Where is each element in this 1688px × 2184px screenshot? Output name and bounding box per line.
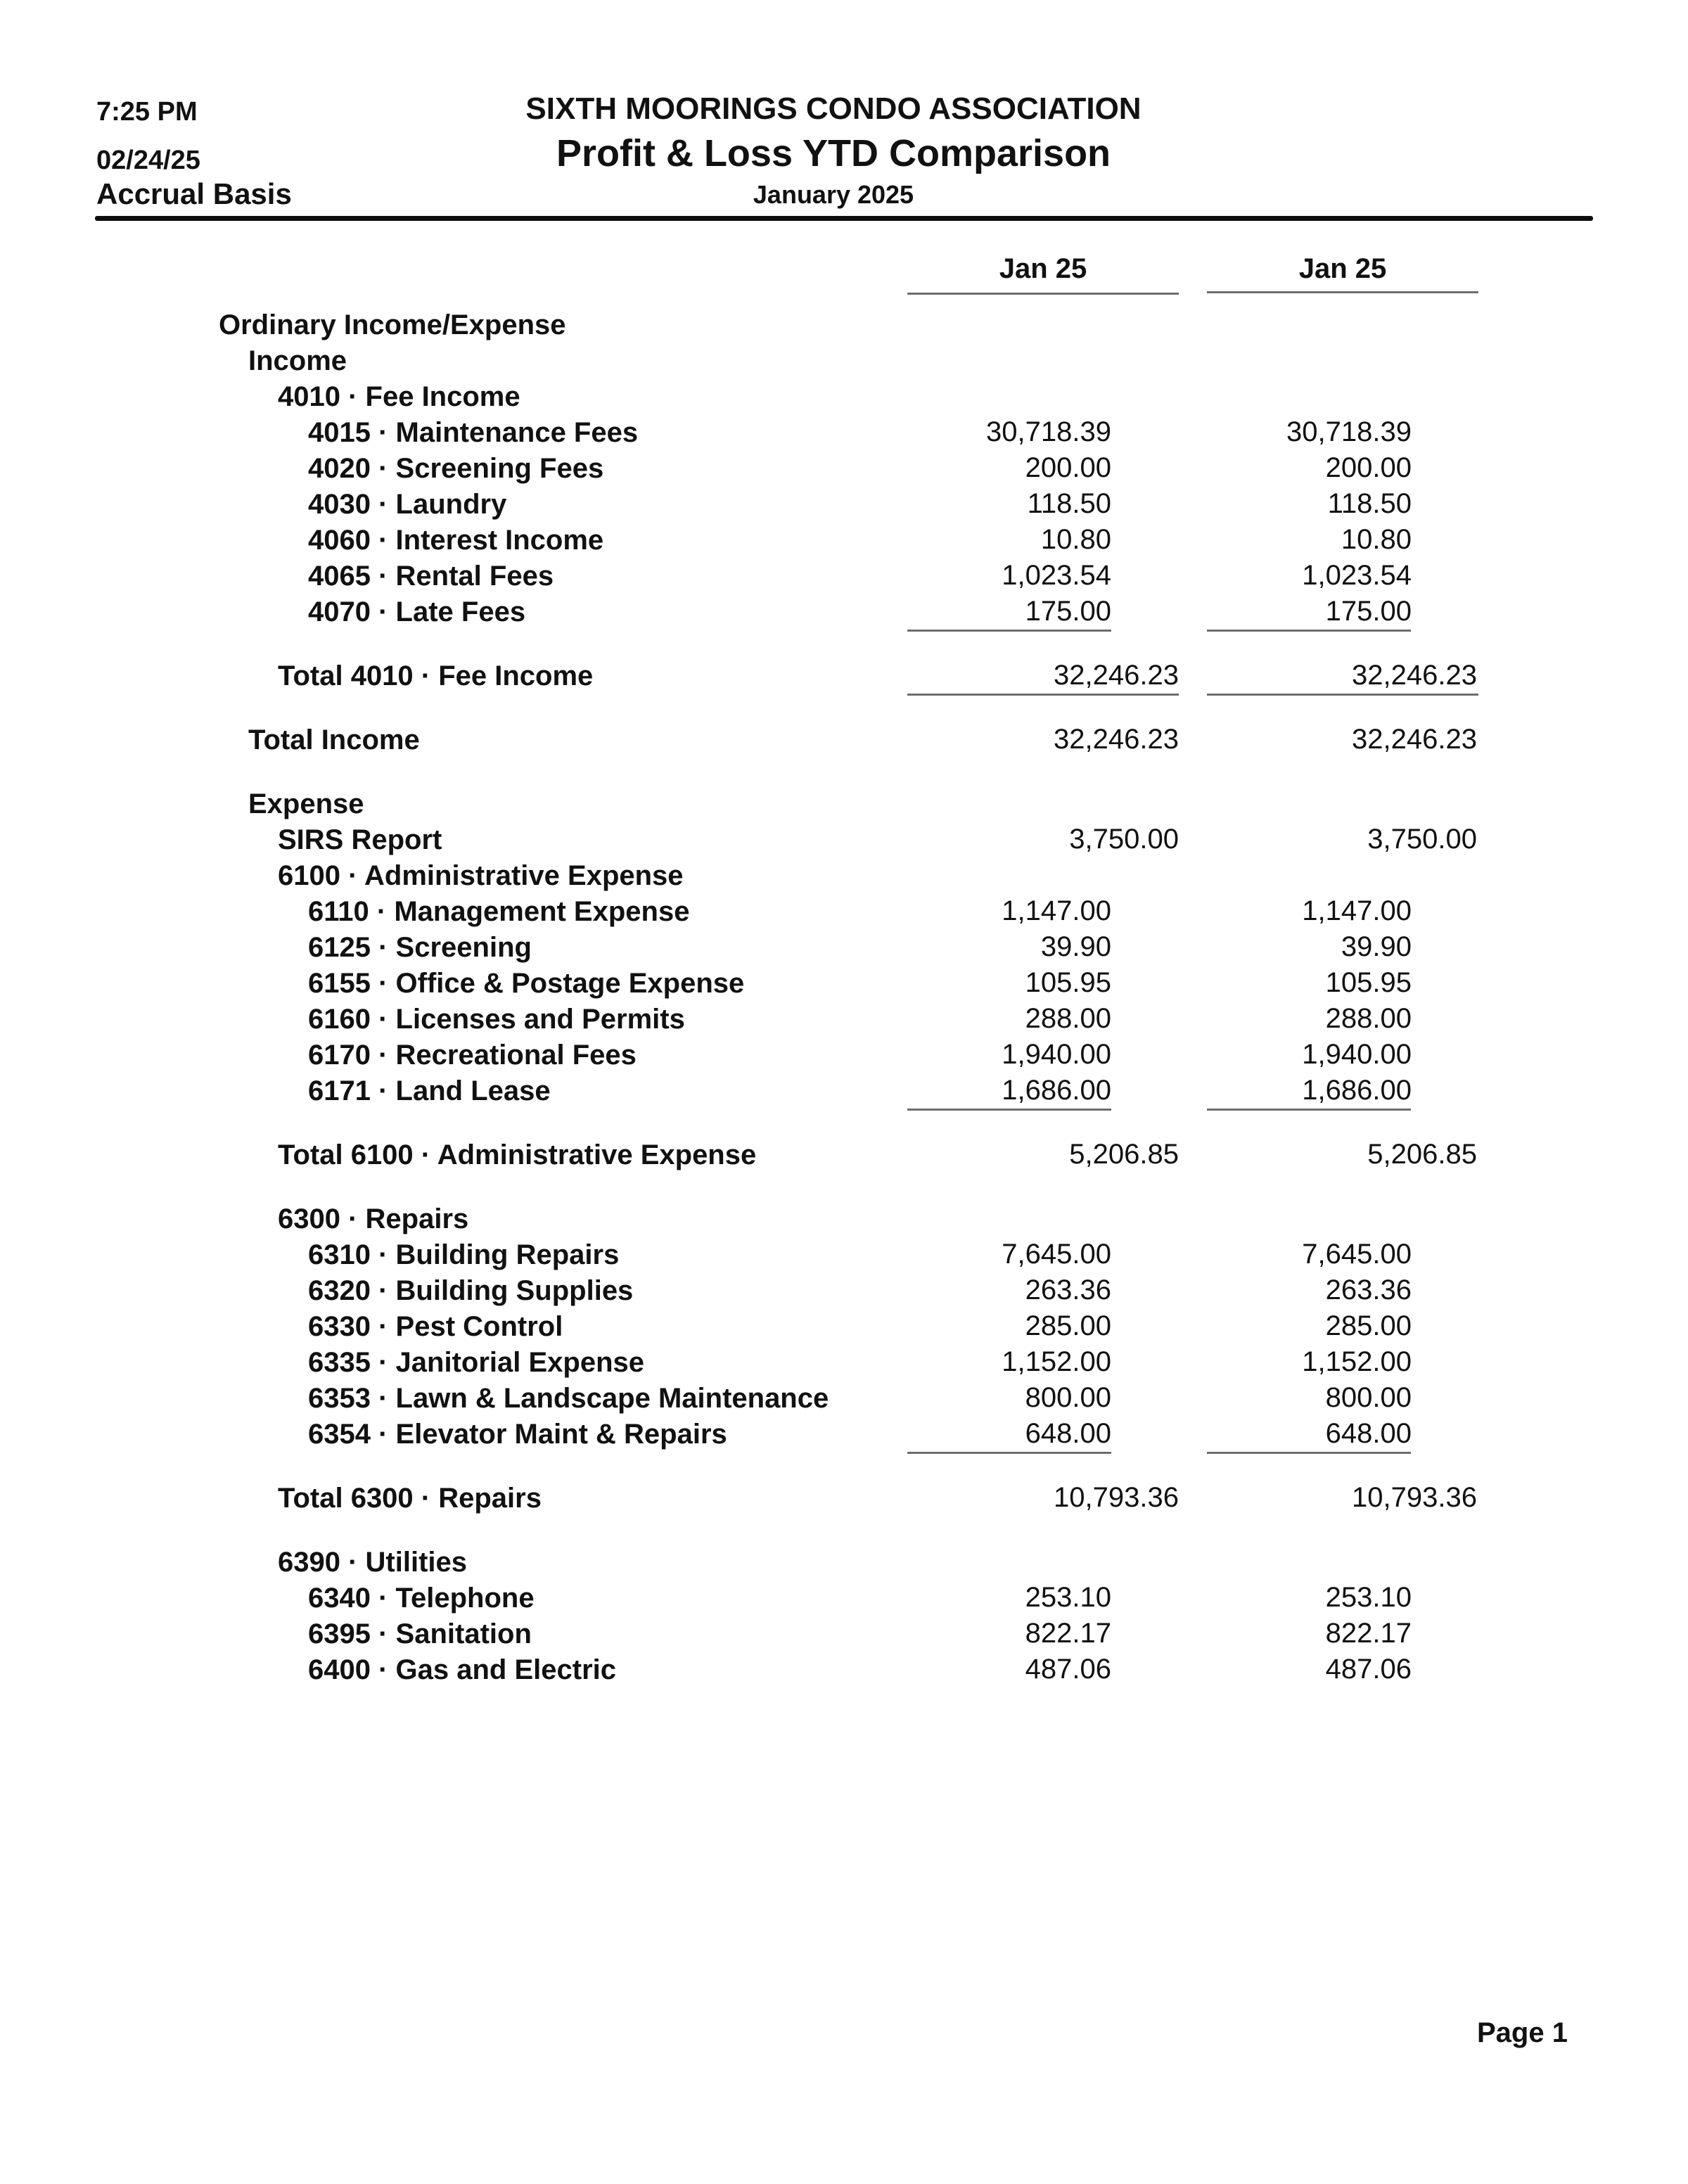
amount-col-2: 175.00 xyxy=(1325,596,1412,627)
total-row xyxy=(0,823,1688,859)
amount-col-2: 288.00 xyxy=(1325,1003,1412,1034)
section-header-row xyxy=(0,1202,1688,1238)
section-header-row xyxy=(0,344,1688,380)
total-row xyxy=(0,659,1688,695)
amount-col-2: 1,023.54 xyxy=(1302,560,1412,591)
subtotal-underline-col-2 xyxy=(1207,1109,1411,1111)
amount-col-2: 800.00 xyxy=(1325,1382,1412,1413)
amount-col-2: 118.50 xyxy=(1327,488,1412,519)
amount-col-1: 10,793.36 xyxy=(1054,1482,1179,1513)
row-label: 6300 · Repairs xyxy=(278,1203,469,1234)
amount-col-1: 487.06 xyxy=(1025,1654,1111,1685)
line-item-row xyxy=(0,1346,1688,1381)
amount-col-1: 822.17 xyxy=(1025,1618,1111,1649)
subtotal-underline-col-1 xyxy=(907,1452,1111,1454)
amount-col-1: 263.36 xyxy=(1025,1275,1111,1305)
row-label: 6125 · Screening xyxy=(308,932,532,963)
row-label: Ordinary Income/Expense xyxy=(219,309,566,340)
amount-col-1: 175.00 xyxy=(1025,596,1111,627)
row-label: 6170 · Recreational Fees xyxy=(308,1040,637,1071)
report-period: January 2025 xyxy=(753,180,914,209)
amount-col-2: 1,940.00 xyxy=(1302,1039,1412,1070)
amount-col-2: 7,645.00 xyxy=(1302,1239,1412,1270)
subtotal-underline-col-2 xyxy=(1207,630,1411,632)
line-item-row xyxy=(0,1310,1688,1346)
section-header-row xyxy=(0,380,1688,416)
line-item-row xyxy=(0,1038,1688,1074)
row-label: Total 4010 · Fee Income xyxy=(278,660,594,691)
amount-col-1: 648.00 xyxy=(1025,1418,1111,1449)
row-label: 6110 · Management Expense xyxy=(308,896,690,927)
amount-col-2: 32,246.23 xyxy=(1352,724,1477,755)
line-item-row xyxy=(0,1653,1688,1689)
row-label: 6330 · Pest Control xyxy=(308,1311,563,1342)
row-label: 4030 · Laundry xyxy=(308,489,507,520)
line-item-row xyxy=(0,559,1688,595)
row-label: 4020 · Screening Fees xyxy=(308,453,604,484)
row-label: SIRS Report xyxy=(278,824,442,855)
total-row xyxy=(0,1481,1688,1517)
amount-col-1: 10.80 xyxy=(1040,524,1111,555)
amount-col-1: 105.95 xyxy=(1025,967,1111,998)
amount-col-2: 105.95 xyxy=(1325,967,1412,998)
line-item-row xyxy=(0,523,1688,559)
amount-col-1: 3,750.00 xyxy=(1069,824,1179,855)
amount-col-1: 1,023.54 xyxy=(1002,560,1111,591)
amount-col-2: 5,206.85 xyxy=(1367,1139,1477,1170)
row-label: 6390 · Utilities xyxy=(278,1547,468,1578)
row-label: 4015 · Maintenance Fees xyxy=(308,417,639,448)
amount-col-2: 285.00 xyxy=(1325,1310,1412,1341)
amount-col-2: 30,718.39 xyxy=(1286,416,1412,447)
row-label: Income xyxy=(248,345,347,376)
amount-col-2: 3,750.00 xyxy=(1367,824,1477,855)
line-item-row xyxy=(0,1238,1688,1274)
row-label: 6335 · Janitorial Expense xyxy=(308,1347,645,1378)
amount-col-2: 253.10 xyxy=(1325,1582,1412,1613)
row-label: 6155 · Office & Postage Expense xyxy=(308,968,745,999)
subtotal-underline-col-1 xyxy=(907,694,1179,696)
amount-col-1: 1,940.00 xyxy=(1002,1039,1111,1070)
section-header-row xyxy=(0,308,1688,344)
company-name: SIXTH MOORINGS CONDO ASSOCIATION xyxy=(525,91,1142,126)
amount-col-1: 800.00 xyxy=(1025,1382,1111,1413)
line-item-row xyxy=(0,416,1688,452)
amount-col-1: 288.00 xyxy=(1025,1003,1111,1034)
line-item-row xyxy=(0,1002,1688,1038)
row-label: Total Income xyxy=(248,724,420,755)
amount-col-1: 200.00 xyxy=(1025,452,1111,483)
row-label: 6100 · Administrative Expense xyxy=(278,860,684,891)
amount-col-1: 285.00 xyxy=(1025,1310,1111,1341)
section-header-row xyxy=(0,787,1688,823)
amount-col-2: 487.06 xyxy=(1325,1654,1412,1685)
amount-col-2: 1,152.00 xyxy=(1302,1346,1412,1377)
subtotal-underline-col-2 xyxy=(1207,694,1478,696)
amount-col-2: 10,793.36 xyxy=(1352,1482,1477,1513)
row-label: 6171 · Land Lease xyxy=(308,1075,551,1106)
line-item-row xyxy=(0,1581,1688,1617)
row-label: 4070 · Late Fees xyxy=(308,596,526,627)
subtotal-underline-col-1 xyxy=(907,1109,1111,1111)
report-title: Profit & Loss YTD Comparison xyxy=(556,132,1111,174)
row-label: 6310 · Building Repairs xyxy=(308,1239,620,1270)
row-label: 6353 · Lawn & Landscape Maintenance xyxy=(308,1383,829,1414)
line-item-row xyxy=(0,1381,1688,1417)
line-item-row xyxy=(0,1417,1688,1453)
line-item-row xyxy=(0,1617,1688,1653)
row-label: 6340 · Telephone xyxy=(308,1583,535,1614)
row-label: Total 6300 · Repairs xyxy=(278,1483,542,1514)
amount-col-1: 118.50 xyxy=(1027,488,1111,519)
amount-col-1: 1,152.00 xyxy=(1002,1346,1111,1377)
line-item-row xyxy=(0,487,1688,523)
row-label: Total 6100 · Administrative Expense xyxy=(278,1139,757,1170)
amount-col-2: 39.90 xyxy=(1341,931,1412,962)
column-header-1: Jan 25 xyxy=(999,253,1087,284)
row-label: 6400 · Gas and Electric xyxy=(308,1654,617,1685)
column-header-1-underline xyxy=(907,293,1179,295)
report-date: 02/24/25 xyxy=(96,146,200,175)
header-divider xyxy=(95,216,1593,221)
amount-col-1: 7,645.00 xyxy=(1002,1239,1111,1270)
line-item-row xyxy=(0,1074,1688,1110)
total-row xyxy=(0,723,1688,759)
section-header-row xyxy=(0,859,1688,895)
row-label: 4065 · Rental Fees xyxy=(308,561,554,592)
row-label: 4010 · Fee Income xyxy=(278,381,520,412)
row-label: 6354 · Elevator Maint & Repairs xyxy=(308,1419,727,1450)
line-item-row xyxy=(0,895,1688,931)
amount-col-1: 1,686.00 xyxy=(1002,1075,1111,1106)
amount-col-1: 39.90 xyxy=(1040,931,1111,962)
line-item-row xyxy=(0,966,1688,1002)
report-time: 7:25 PM xyxy=(96,97,198,127)
subtotal-underline-col-2 xyxy=(1207,1452,1411,1454)
row-label: 4060 · Interest Income xyxy=(308,525,604,556)
amount-col-2: 1,686.00 xyxy=(1302,1075,1412,1106)
amount-col-1: 32,246.23 xyxy=(1054,660,1179,691)
column-header-2-underline xyxy=(1207,291,1478,293)
amount-col-1: 253.10 xyxy=(1025,1582,1111,1613)
row-label: 6160 · Licenses and Permits xyxy=(308,1004,685,1035)
amount-col-2: 10.80 xyxy=(1341,524,1412,555)
amount-col-2: 32,246.23 xyxy=(1352,660,1477,691)
line-item-row xyxy=(0,931,1688,966)
report-basis: Accrual Basis xyxy=(96,177,292,210)
row-label: 6320 · Building Supplies xyxy=(308,1275,634,1306)
amount-col-2: 648.00 xyxy=(1325,1418,1412,1449)
page-number: Page 1 xyxy=(1477,2017,1568,2048)
amount-col-1: 5,206.85 xyxy=(1069,1139,1179,1170)
amount-col-2: 200.00 xyxy=(1325,452,1412,483)
amount-col-1: 30,718.39 xyxy=(986,416,1111,447)
amount-col-2: 263.36 xyxy=(1325,1275,1412,1305)
amount-col-2: 822.17 xyxy=(1325,1618,1412,1649)
section-header-row xyxy=(0,1545,1688,1581)
subtotal-underline-col-1 xyxy=(907,630,1111,632)
line-item-row xyxy=(0,452,1688,487)
row-label: 6395 · Sanitation xyxy=(308,1618,532,1649)
row-label: Expense xyxy=(248,788,364,819)
amount-col-1: 32,246.23 xyxy=(1054,724,1179,755)
total-row xyxy=(0,1138,1688,1174)
line-item-row xyxy=(0,1274,1688,1310)
line-item-row xyxy=(0,595,1688,631)
column-header-2: Jan 25 xyxy=(1298,253,1387,284)
amount-col-2: 1,147.00 xyxy=(1302,895,1412,926)
amount-col-1: 1,147.00 xyxy=(1002,895,1111,926)
